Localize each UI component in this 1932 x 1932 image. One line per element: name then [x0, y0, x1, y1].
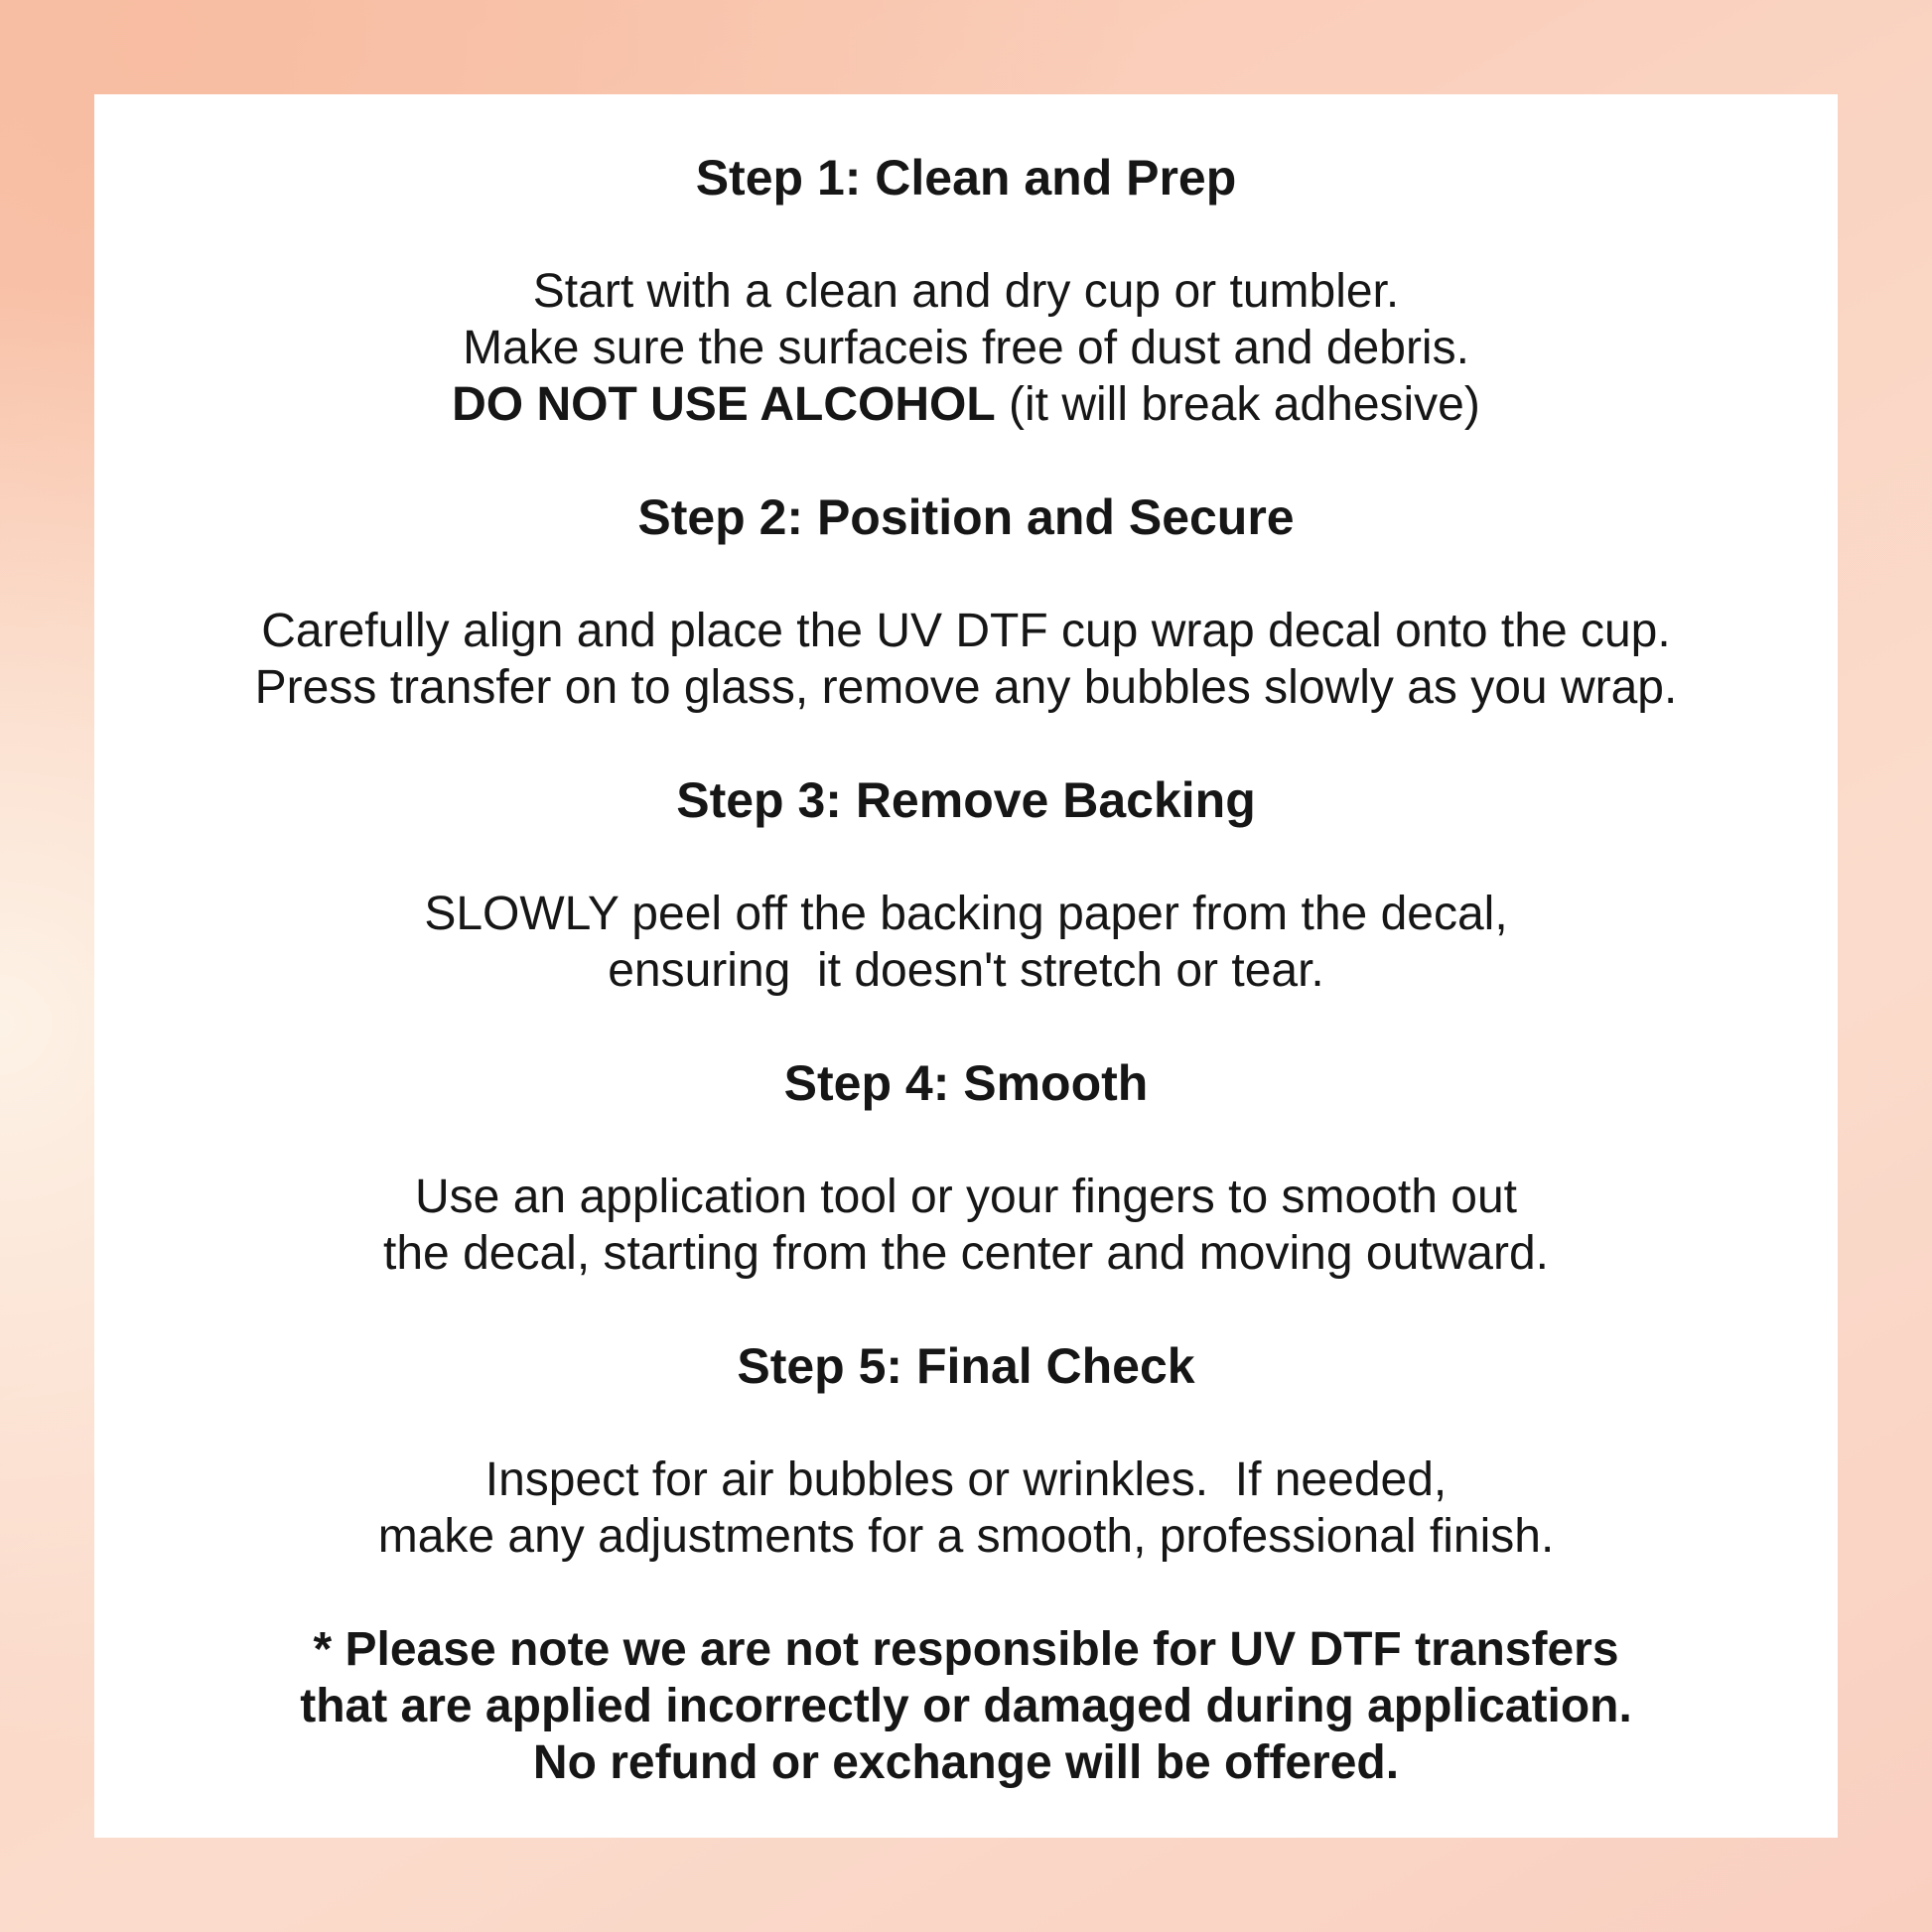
instruction-card [94, 94, 1838, 1838]
step-2-body [142, 603, 1790, 716]
step-4-section [142, 1055, 1790, 1282]
step-2-line-1: Carefully align and place the UV DTF cup wrap decal onto the cup. [261, 605, 1671, 657]
step-4-heading: Step 4: Smooth [783, 1055, 1149, 1111]
step-4-body [142, 1169, 1790, 1282]
disclaimer-line-3: No refund or exchange will be offered. [532, 1736, 1400, 1789]
step-1-line-2: Make sure the surfaceis free of dust and debris. [463, 322, 1469, 374]
step-5-heading: Step 5: Final Check [737, 1338, 1195, 1394]
step-5-section [142, 1338, 1790, 1565]
step-3-line-1: SLOWLY peel off the backing paper from the decal, [424, 888, 1508, 940]
alcohol-warning-bold: DO NOT USE ALCOHOL [452, 378, 996, 431]
step-2-line-2: Press transfer on to glass, remove any bubbles slowly as you wrap. [254, 661, 1678, 714]
disclaimer-body [142, 1621, 1790, 1791]
step-4-line-2: the decal, starting from the center and moving outward. [383, 1227, 1549, 1280]
step-1-heading: Step 1: Clean and Prep [695, 150, 1237, 206]
step-3-body [142, 886, 1790, 999]
step-1-line-1: Start with a clean and dry cup or tumbler. [532, 265, 1400, 318]
step-1-line-3 [142, 376, 1790, 433]
step-3-heading: Step 3: Remove Backing [676, 772, 1256, 828]
step-4-line-1: Use an application tool or your fingers to smooth out [415, 1171, 1517, 1223]
step-5-line-1: Inspect for air bubbles or wrinkles. If needed, [484, 1453, 1448, 1506]
step-3-section [142, 772, 1790, 999]
step-1-body [142, 263, 1790, 433]
disclaimer-line-1: * Please note we are not responsible for UV DTF transfers [313, 1623, 1619, 1676]
step-2-section [142, 489, 1790, 716]
step-5-line-2: make any adjustments for a smooth, professional finish. [377, 1510, 1555, 1563]
disclaimer-section [142, 1621, 1790, 1791]
step-3-line-2: ensuring it doesn't stretch or tear. [608, 944, 1324, 997]
step-2-heading: Step 2: Position and Secure [637, 489, 1295, 545]
disclaimer-line-2: that are applied incorrectly or damaged during application. [300, 1680, 1632, 1732]
alcohol-warning-rest: (it will break adhesive) [995, 378, 1480, 431]
step-1-section [142, 150, 1790, 433]
step-5-body [142, 1451, 1790, 1565]
